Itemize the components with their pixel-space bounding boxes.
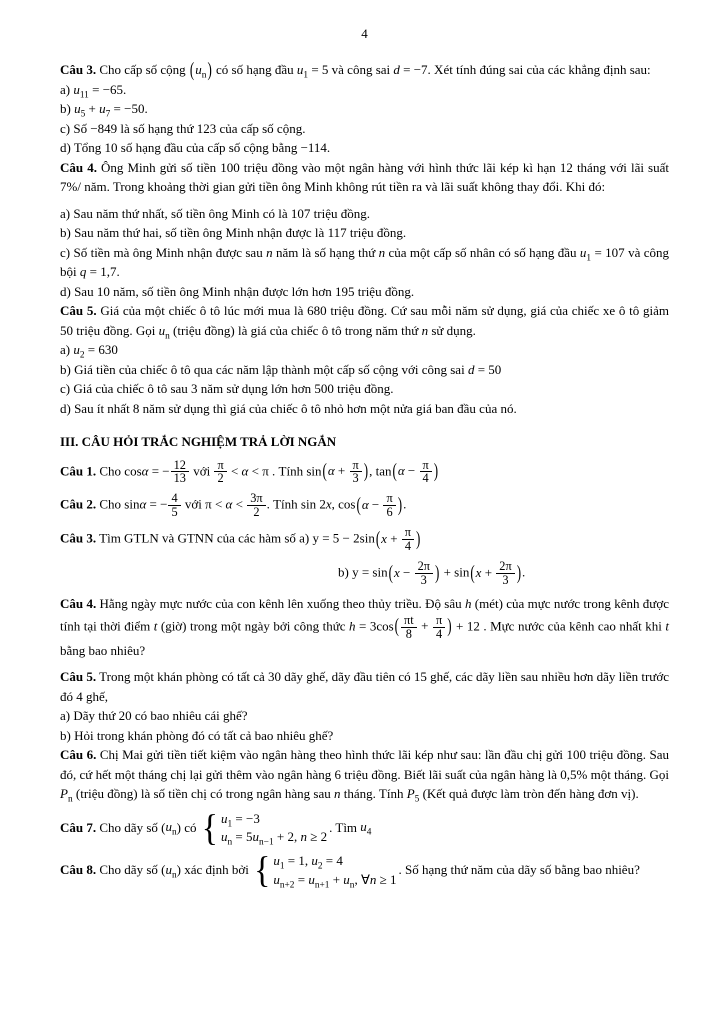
variable-subscript: 1 bbox=[227, 819, 233, 830]
fraction-numerator: π bbox=[350, 459, 362, 473]
text-run: + bbox=[329, 872, 344, 888]
text-run: a) bbox=[60, 342, 74, 357]
text-run: = −7. Xét tính đúng sai của các khẳng định sau: bbox=[399, 62, 651, 77]
text-run: Chị Mai gửi tiền tiết kiệm vào ngân hàng theo hình thức lãi kép như sau: lần đầu chị gửi 100 triệu đồng. Sau đó, cứ hết một tháng chị lại gửi thêm vào ngân hàng 6 triệu đồng. Biết lãi suất của ngân hàng là 0,5% một tháng. Gọi bbox=[60, 747, 669, 782]
text-run: có số hạng đầu bbox=[212, 62, 297, 77]
question-4-a bbox=[60, 204, 669, 224]
text-run: d) Sau 10 năm, số tiền ông Minh nhận được lớn hơn 195 triệu đồng. bbox=[60, 283, 415, 299]
text-run: = −65. bbox=[88, 81, 127, 97]
short-answer-q6 bbox=[60, 745, 669, 804]
fraction bbox=[420, 459, 432, 486]
question-3-intro bbox=[60, 57, 669, 81]
fraction-numerator: π bbox=[420, 459, 432, 473]
math-variable bbox=[311, 853, 323, 872]
variable-subscript: n bbox=[67, 794, 73, 805]
variable-subscript: 5 bbox=[80, 109, 86, 120]
variable-base: u bbox=[273, 853, 280, 869]
text-run: b) Sau năm thứ hai, số tiền ông Minh nhận được là 117 triệu đồng. bbox=[60, 225, 407, 240]
variable-subscript: n+2 bbox=[279, 880, 295, 891]
text-run: + 2, bbox=[273, 829, 301, 845]
text-run: , cos bbox=[331, 496, 356, 512]
text-run: Cho cấp số cộng bbox=[96, 62, 189, 77]
text-run: sử dụng. bbox=[428, 322, 476, 338]
bold-text: Câu 4. bbox=[60, 596, 97, 612]
text-run: Ông Minh gửi số tiền 100 triệu đồng vào một ngân hàng với hình thức lãi kép kì hạn 12 tháng với lãi suất 7%/ năm. Trong khoảng thời gian gửi tiền ông Minh không rút tiền ra và lãi suất không thay đổi. Khi đó: bbox=[60, 159, 669, 194]
variable-base: x bbox=[393, 564, 400, 580]
variable-base: α bbox=[141, 462, 149, 478]
question-5-d bbox=[60, 399, 669, 419]
text-run: Cho sin bbox=[96, 496, 140, 512]
text-run: Giá của một chiếc ô tô lúc mới mua là 680 triệu đồng. Cứ sau mỗi năm sử dụng, giá của chiếc xe ô tô giảm 50 triệu đồng. Gọi bbox=[60, 303, 670, 338]
text-run: Cho dãy số ( bbox=[96, 862, 166, 878]
fraction-numerator: π bbox=[383, 492, 395, 506]
bold-text: Câu 7. bbox=[60, 819, 97, 835]
bold-text: Câu 2. bbox=[60, 496, 97, 512]
fraction-denominator: 4 bbox=[436, 626, 443, 641]
text-run: = 5 và công sai bbox=[308, 62, 394, 77]
math-variable bbox=[579, 244, 592, 264]
variable-base: x bbox=[475, 564, 482, 580]
variable-subscript: 7 bbox=[105, 109, 111, 120]
text-run: . bbox=[403, 496, 407, 512]
fraction bbox=[214, 459, 226, 486]
variable-subscript: n bbox=[165, 331, 170, 342]
variable-base: u bbox=[220, 810, 228, 826]
math-variable bbox=[398, 463, 405, 478]
equation-rows bbox=[273, 853, 396, 889]
text-run: < π . Tính sin bbox=[248, 462, 322, 478]
variable-base: u bbox=[165, 862, 172, 878]
text-run: a) Dãy thứ 20 có bao nhiêu cái ghế? bbox=[60, 708, 248, 724]
question-3-c bbox=[60, 119, 669, 139]
fraction bbox=[350, 459, 362, 486]
right-paren: ) bbox=[416, 526, 421, 550]
document-content bbox=[60, 57, 670, 892]
fraction bbox=[171, 459, 189, 486]
right-paren: ) bbox=[447, 613, 452, 637]
left-paren: ( bbox=[189, 57, 195, 81]
variable-subscript: n−1 bbox=[259, 838, 274, 849]
math-variable bbox=[665, 618, 669, 633]
text-run: − bbox=[404, 462, 419, 478]
text-run: < bbox=[232, 496, 247, 512]
fraction bbox=[401, 614, 417, 641]
variable-base: d bbox=[393, 62, 400, 77]
variable-subscript: 4 bbox=[366, 828, 372, 838]
left-paren: ( bbox=[392, 458, 397, 482]
bold-text: Câu 6. bbox=[60, 747, 97, 763]
equation-row bbox=[273, 853, 396, 870]
text-run: , tan bbox=[369, 462, 392, 478]
fraction-numerator: π bbox=[402, 526, 414, 540]
text-run: b) bbox=[60, 101, 75, 116]
text-run: + bbox=[417, 618, 432, 634]
math-variable bbox=[406, 786, 420, 805]
fraction bbox=[247, 492, 265, 519]
text-run: = 1, bbox=[284, 853, 312, 869]
right-paren: ) bbox=[434, 560, 440, 584]
text-run: d) Sau ít nhất 8 năm sử dụng thì giá của chiếc ô tô nhỏ hơn một nửa giá ban đầu của nó. bbox=[60, 400, 517, 416]
question-4-c bbox=[60, 243, 669, 282]
fraction-denominator: 3 bbox=[352, 471, 359, 486]
fraction-numerator: πt bbox=[401, 614, 417, 628]
text-run: (Kết quả được làm tròn đến hàng đơn vị). bbox=[419, 786, 639, 802]
equation-rows bbox=[221, 811, 327, 847]
text-run: (mét) của mực nước trong kênh được tính tại thời điểm bbox=[60, 596, 669, 634]
fraction-denominator: 2 bbox=[253, 505, 260, 520]
text-run: − bbox=[368, 496, 383, 512]
text-run: c) Giá của chiếc ô tô sau 3 năm sử dụng lớn hơn 500 triệu đồng. bbox=[60, 381, 394, 396]
short-answer-q1 bbox=[60, 459, 669, 486]
math-variable bbox=[73, 81, 89, 101]
bold-text: Câu 8. bbox=[60, 862, 97, 878]
text-run: − bbox=[399, 564, 414, 580]
variable-subscript: 2 bbox=[317, 861, 323, 872]
question-3-a bbox=[60, 80, 669, 100]
variable-subscript: n bbox=[201, 70, 207, 81]
left-paren: ( bbox=[356, 492, 361, 516]
question-5-intro bbox=[60, 301, 669, 340]
variable-subscript: 11 bbox=[79, 90, 89, 101]
variable-subscript: 1 bbox=[586, 253, 592, 264]
text-run: = − bbox=[146, 496, 168, 512]
math-variable bbox=[99, 101, 111, 120]
bold-text: Câu 5. bbox=[60, 303, 97, 318]
text-run: a) Sau năm thứ nhất, số tiền ông Minh có là 107 triệu đồng. bbox=[60, 205, 370, 221]
math-variable bbox=[165, 819, 177, 838]
short-answer-q5-intro bbox=[60, 667, 669, 706]
variable-base: t bbox=[153, 618, 158, 634]
paren-group bbox=[375, 525, 422, 554]
short-answer-q8 bbox=[60, 850, 669, 892]
variable-base: q bbox=[79, 264, 87, 279]
text-run: c) Số tiền mà ông Minh nhận được sau bbox=[60, 244, 267, 260]
question-5-c bbox=[60, 379, 669, 399]
paren-group bbox=[469, 559, 522, 588]
text-run: b) Giá tiền của chiếc ô tô qua các năm lập thành một cấp số cộng với công sai bbox=[60, 361, 468, 377]
fraction-numerator: π bbox=[433, 614, 445, 628]
paren-group bbox=[388, 559, 441, 588]
equation-row bbox=[221, 811, 327, 828]
math-variable bbox=[362, 497, 369, 512]
fraction bbox=[383, 492, 395, 519]
math-variable bbox=[74, 101, 86, 120]
text-run: = 5 bbox=[232, 829, 253, 845]
text-run: = 630 bbox=[84, 342, 118, 357]
page-number: 4 bbox=[361, 26, 368, 41]
text-run: (triệu đồng) là giá của chiếc ô tô trong năm thứ bbox=[169, 322, 422, 338]
variable-subscript: n bbox=[171, 870, 177, 881]
short-answer-q3-b bbox=[338, 560, 669, 587]
variable-base: u bbox=[579, 244, 587, 260]
variable-base: n bbox=[369, 872, 377, 888]
math-variable bbox=[220, 829, 233, 849]
variable-base: n bbox=[334, 786, 341, 802]
math-variable bbox=[60, 786, 73, 805]
text-run: = 50 bbox=[474, 361, 502, 377]
variable-base: h bbox=[349, 618, 356, 634]
variable-base: u bbox=[74, 101, 81, 116]
text-run: ≥ 1 bbox=[376, 872, 397, 888]
bold-text: Câu 1. bbox=[60, 462, 97, 478]
left-paren: ( bbox=[375, 526, 381, 550]
variable-base: u bbox=[360, 819, 367, 835]
bold-text: Câu 3. bbox=[60, 530, 97, 546]
variable-subscript: 5 bbox=[414, 794, 420, 805]
question-4-intro bbox=[60, 158, 669, 197]
variable-base: h bbox=[464, 596, 472, 612]
variable-subscript: 2 bbox=[79, 350, 85, 361]
fraction-numerator: 12 bbox=[171, 459, 189, 473]
variable-base: n bbox=[421, 322, 429, 338]
paren-group bbox=[189, 57, 213, 81]
short-answer-q5-a bbox=[60, 706, 669, 726]
system-of-equations bbox=[254, 850, 397, 892]
variable-base: u bbox=[195, 62, 202, 77]
variable-base: n bbox=[378, 244, 386, 260]
text-run: . Tìm bbox=[329, 819, 361, 835]
text-run: . Tính sin 2 bbox=[266, 496, 326, 512]
question-5-a bbox=[60, 340, 669, 360]
fraction-denominator: 13 bbox=[173, 471, 186, 486]
text-run: b) y = sin bbox=[338, 564, 388, 580]
fraction-numerator: 3π bbox=[247, 492, 265, 506]
variable-base: P bbox=[60, 786, 68, 802]
text-run: ) xác định bởi bbox=[176, 862, 253, 878]
text-run: d) Tổng 10 số hạng đầu của cấp số cộng bằng −114. bbox=[60, 140, 331, 155]
text-run: với bbox=[189, 462, 214, 478]
text-run: Cho cos bbox=[96, 462, 142, 478]
fraction bbox=[496, 560, 514, 587]
left-paren: ( bbox=[394, 613, 399, 637]
equation-row bbox=[220, 829, 328, 849]
paren-group bbox=[394, 612, 453, 641]
text-run: < bbox=[227, 462, 242, 478]
section-heading bbox=[60, 432, 669, 452]
variable-subscript: n bbox=[171, 828, 177, 838]
math-variable bbox=[360, 819, 372, 838]
variable-base: u bbox=[296, 62, 304, 77]
text-run: + bbox=[85, 101, 100, 116]
fraction-denominator: 3 bbox=[420, 573, 427, 588]
text-run: c) Số −849 là số hạng thứ 123 của cấp số cộng. bbox=[60, 120, 306, 136]
fraction bbox=[415, 560, 433, 587]
left-paren: ( bbox=[470, 560, 475, 584]
variable-base: u bbox=[73, 81, 80, 97]
text-run: = −50. bbox=[110, 101, 148, 116]
bold-text: III. CÂU HỎI TRẮC NGHIỆM TRẢ LỜI NGẮN bbox=[60, 434, 337, 449]
math-variable bbox=[158, 322, 170, 342]
question-5-b bbox=[60, 360, 669, 380]
variable-subscript: 1 bbox=[303, 70, 309, 81]
fraction-denominator: 4 bbox=[404, 539, 411, 554]
variable-base: u bbox=[273, 872, 280, 888]
short-answer-q5-b bbox=[60, 726, 669, 746]
question-3-d bbox=[60, 138, 669, 158]
math-variable bbox=[273, 872, 295, 891]
text-run: a) bbox=[60, 81, 74, 97]
left-brace: { bbox=[254, 850, 271, 892]
math-variable bbox=[165, 862, 177, 881]
equation-row bbox=[273, 872, 396, 889]
short-answer-q7 bbox=[60, 807, 669, 849]
short-answer-q2 bbox=[60, 492, 669, 519]
right-paren: ) bbox=[397, 492, 403, 516]
variable-base: u bbox=[311, 853, 318, 869]
math-variable bbox=[73, 342, 85, 361]
text-run: với π < bbox=[181, 496, 226, 512]
math-variable bbox=[328, 463, 335, 478]
text-run: ≥ 2 bbox=[306, 829, 328, 845]
right-paren: ) bbox=[363, 458, 369, 482]
variable-base: x bbox=[325, 496, 332, 512]
text-run: b) Hỏi trong khán phòng đó có tất cả bao nhiêu ghế? bbox=[60, 727, 334, 743]
paren-group bbox=[322, 457, 370, 486]
variable-base: α bbox=[397, 462, 405, 478]
fraction-numerator: π bbox=[214, 459, 226, 473]
variable-base: n bbox=[266, 244, 273, 260]
text-run: (giờ) trong một ngày bởi công thức bbox=[157, 618, 350, 634]
fraction-numerator: 2π bbox=[415, 560, 433, 574]
text-run: + bbox=[334, 462, 349, 478]
variable-base: u bbox=[220, 829, 228, 845]
variable-base: α bbox=[225, 496, 233, 512]
text-run: = 3cos bbox=[355, 618, 394, 634]
variable-base: u bbox=[343, 872, 350, 888]
variable-subscript: n bbox=[227, 838, 233, 849]
variable-subscript: n bbox=[349, 880, 355, 891]
fraction-denominator: 2 bbox=[217, 471, 224, 486]
variable-base: x bbox=[381, 530, 387, 546]
variable-base: d bbox=[467, 361, 475, 377]
math-variable bbox=[308, 872, 330, 891]
text-run: + 12 . Mực nước của kênh cao nhất khi bbox=[452, 618, 666, 634]
text-run: , ∀ bbox=[354, 872, 370, 888]
variable-base: α bbox=[139, 496, 147, 512]
variable-base: u bbox=[99, 101, 106, 116]
fraction-denominator: 6 bbox=[386, 505, 393, 520]
text-run: + sin bbox=[440, 564, 470, 580]
math-variable bbox=[220, 810, 233, 830]
text-run: = 107 và công bội bbox=[60, 244, 669, 279]
variable-base: u bbox=[165, 819, 172, 835]
bold-text: Câu 3. bbox=[60, 62, 97, 77]
text-run: Trong một khán phòng có tất cả 30 dãy ghế, dãy đầu tiên có 15 ghế, các dãy liền sau nhiều hơn dãy liền trước đó 4 ghế, bbox=[60, 669, 669, 704]
variable-base: u bbox=[308, 872, 315, 888]
text-run: năm là số hạng thứ bbox=[272, 244, 379, 260]
variable-base: α bbox=[361, 496, 369, 512]
system-of-equations bbox=[201, 807, 328, 849]
fraction bbox=[433, 614, 445, 641]
fraction-denominator: 4 bbox=[422, 471, 429, 486]
short-answer-q3-a bbox=[60, 526, 669, 553]
question-4-d bbox=[60, 282, 669, 302]
left-paren: ( bbox=[388, 560, 393, 584]
text-run: + bbox=[386, 530, 401, 546]
math-variable bbox=[195, 62, 207, 81]
paren-group bbox=[391, 457, 439, 486]
variable-subscript: 1 bbox=[279, 861, 285, 872]
text-run: Cho dãy số ( bbox=[96, 819, 166, 835]
text-run: Hằng ngày mực nước của con kênh lên xuống theo thủy triều. Độ sâu bbox=[96, 596, 465, 612]
question-4-b bbox=[60, 223, 669, 243]
fraction-numerator: 2π bbox=[496, 560, 514, 574]
variable-base: u bbox=[73, 342, 80, 357]
variable-base: P bbox=[406, 786, 415, 802]
variable-base: u bbox=[252, 829, 259, 845]
text-run: tháng. Tính bbox=[340, 786, 407, 802]
text-run: . Số hạng thứ năm của dãy số bằng bao nhiêu? bbox=[398, 862, 640, 878]
text-run: bằng bao nhiêu? bbox=[60, 642, 146, 658]
math-variable bbox=[296, 62, 309, 81]
text-run: + bbox=[481, 564, 496, 580]
text-run: Tìm GTLN và GTNN của các hàm số a) y = 5 − 2sin bbox=[96, 530, 375, 546]
variable-base: t bbox=[665, 618, 669, 634]
bold-text: Câu 4. bbox=[60, 159, 97, 175]
fraction-numerator: 4 bbox=[168, 492, 180, 506]
variable-base: n bbox=[300, 829, 307, 845]
text-run: (triệu đồng) là số tiền chị có trong ngân hàng sau bbox=[72, 786, 335, 802]
left-brace: { bbox=[201, 807, 218, 849]
question-3-b bbox=[60, 99, 669, 119]
text-run: = 4 bbox=[322, 853, 343, 869]
fraction bbox=[168, 492, 180, 519]
variable-base: α bbox=[327, 462, 335, 478]
text-run: . bbox=[522, 564, 526, 580]
text-run: ) có bbox=[176, 819, 200, 835]
text-run: = bbox=[294, 872, 309, 888]
variable-base: α bbox=[241, 462, 249, 478]
short-answer-q4 bbox=[60, 594, 669, 660]
right-paren: ) bbox=[516, 560, 522, 584]
math-variable bbox=[252, 829, 274, 849]
right-paren: ) bbox=[207, 57, 212, 81]
text-run: = −3 bbox=[232, 810, 260, 826]
fraction-denominator: 8 bbox=[405, 626, 412, 641]
variable-base: u bbox=[158, 322, 166, 338]
math-variable bbox=[273, 853, 285, 872]
paren-group bbox=[355, 491, 403, 520]
fraction-denominator: 3 bbox=[502, 573, 509, 588]
fraction-denominator: 5 bbox=[171, 505, 178, 520]
right-paren: ) bbox=[433, 458, 439, 482]
math-variable bbox=[343, 872, 355, 891]
text-run: = 1,7. bbox=[86, 264, 120, 279]
left-paren: ( bbox=[322, 458, 327, 482]
variable-subscript: n+1 bbox=[314, 880, 330, 891]
fraction bbox=[402, 526, 414, 553]
text-run: = − bbox=[148, 462, 170, 478]
text-run: của một cấp số nhân có số hạng đầu bbox=[385, 244, 580, 260]
bold-text: Câu 5. bbox=[60, 669, 97, 685]
